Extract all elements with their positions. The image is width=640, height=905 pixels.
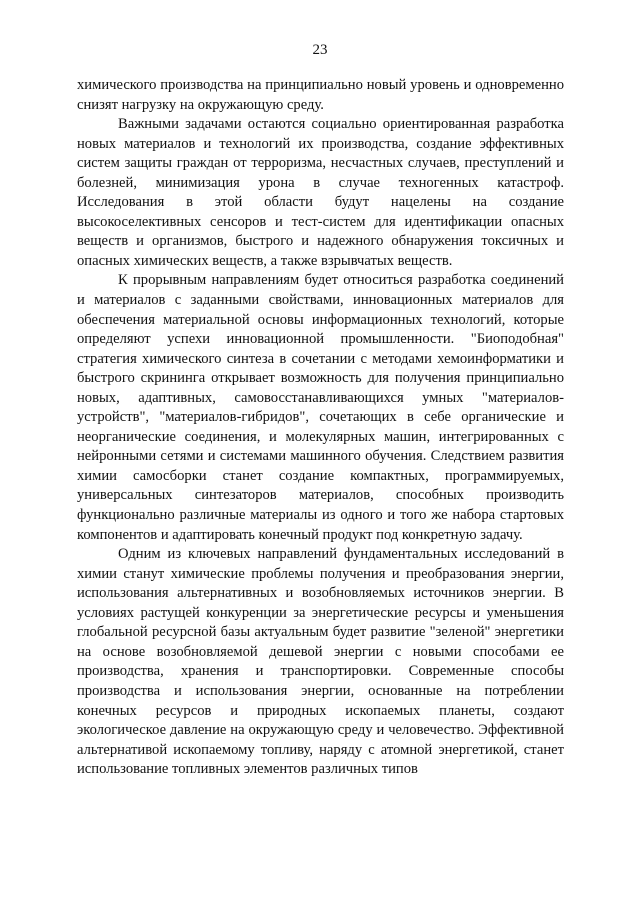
paragraph-continuation: химического производства на принципиально новый уровень и одновременно снизят нагрузку на окружающую среду. — [77, 77, 564, 113]
paragraph-safety-tasks: Важными задачами остаются социально ориентированная разработка новых материалов и технологий их производства, создание эффективных систем защиты граждан от терроризма, несчастных случаев, преступлений и болезней, минимизация урона в случае техногенных катастроф. Исследования в этой области будут нацелены на создание высокоселективных сенсоров и тест-систем для идентификации опасных веществ и организмов, быстрого и надежного обнаружения токсичных и опасных химических веществ, а также взрывчатых веществ. — [77, 116, 564, 269]
body-text — [77, 76, 564, 780]
paragraph-energy-research: Одним из ключевых направлений фундаментальных исследований в химии станут химические проблемы получения и преобразования энергии, использования альтернативных и возобновляемых источников энергии. В условиях растущей конкуренции за энергетические ресурсы и уменьшения глобальной ресурсной базы актуальным будет развитие "зеленой" энергетики на основе возобновляемой дешевой энергии с новыми способами ее производства, хранения и транспортировки. Современные способы производства и использования энергии, основанные на потреблении конечных ресурсов и природных ископаемых планеты, создают экологическое давление на окружающую среду и человечество. Эффективной альтернативой ископаемому топливу, наряду с атомной энергетикой, станет использование топливных элементов различных типов — [77, 546, 564, 778]
page-number: 23 — [312, 42, 328, 58]
paragraph-breakthrough-directions: К прорывным направлениям будет относиться разработка соединений и материалов с заданными свойствами, инновационных материалов для обеспечения материальной основы информационных технологий, которые определяют успехи инновационной промышленности. "Биоподобная" стратегия химического синтеза в сочетании с методами хемоинформатики и быстрого скрининга открывает возможность для получения принципиально новых, адаптивных, самовосстанавливающихся умных "материалов-устройств", "материалов-гибридов", сочетающих в себе органические и неорганические соединения, и молекулярных машин, интегрированных с нейронными сетями и системами машинного обучения. Следствием развития химии самосборки станет создание компактных, программируемых, универсальных синтезаторов материалов, способных производить функционально различные материалы из одного и того же набора стартовых компонентов и адаптировать конечный продукт под конкретную задачу. — [77, 272, 564, 543]
